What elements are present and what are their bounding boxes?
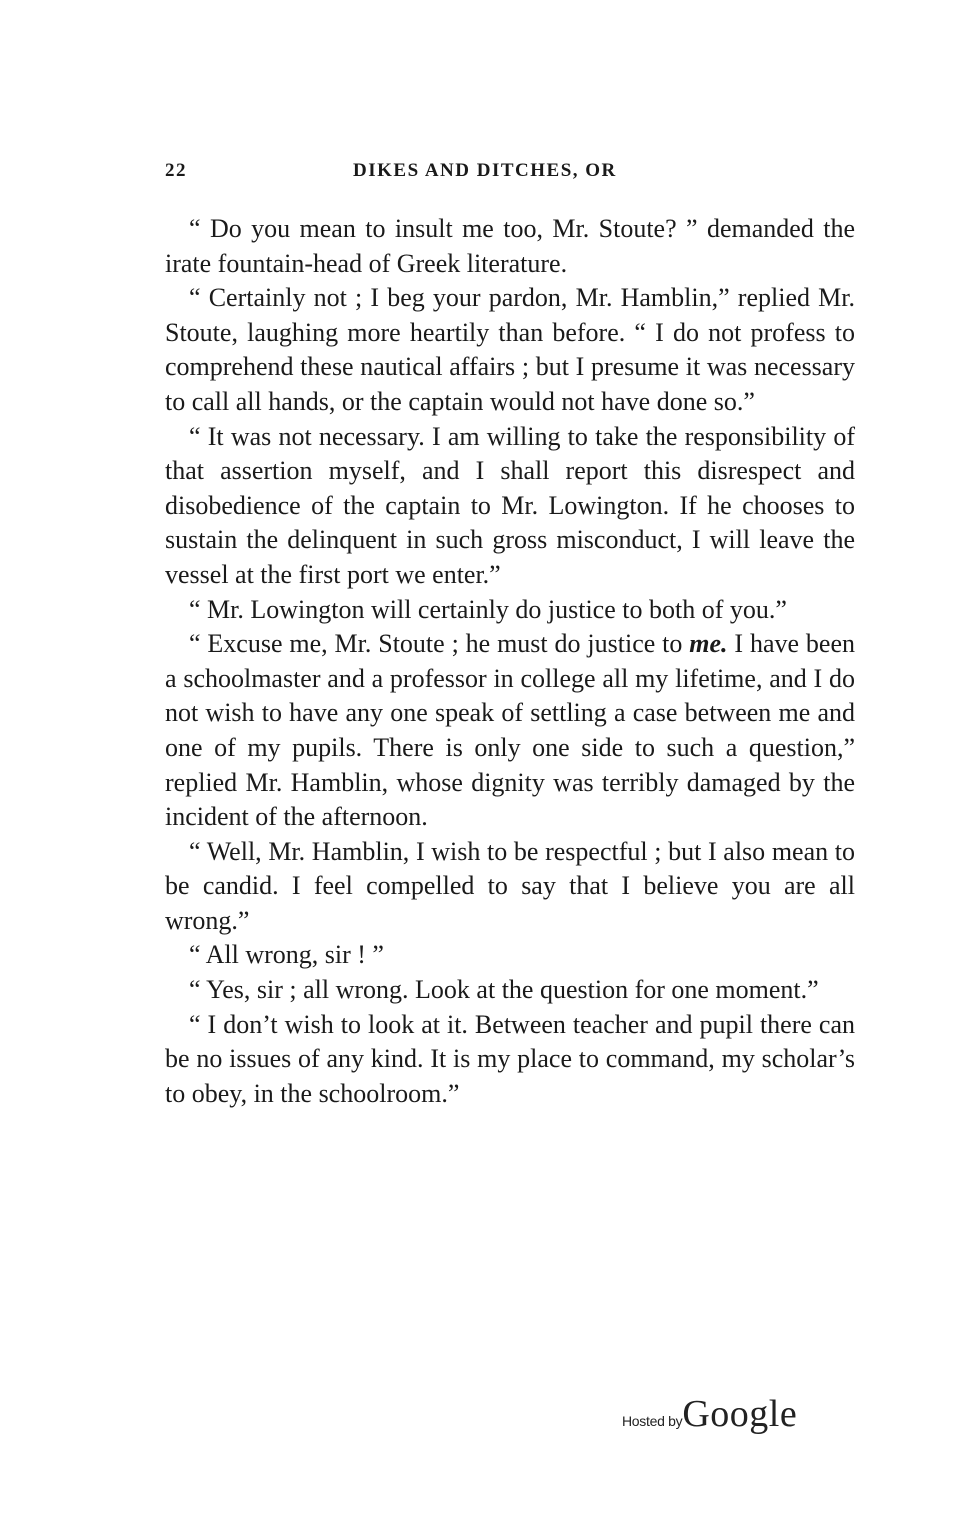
paragraph: “ Mr. Lowington will certainly do justice to both of you.” (189, 594, 787, 624)
paragraph: “ I don’t wish to look at it. Between teacher and pupil there can be no issues of any kind. It is my place to command, my scholar’s to obey, in the schoolroom.” (165, 1009, 855, 1108)
paragraph (165, 627, 855, 835)
hosted-by-google-watermark (622, 1392, 842, 1448)
paragraph-text: “ Excuse me, Mr. Stoute ; he must do justice to (189, 629, 690, 659)
paragraph: “ All wrong, sir ! ” (189, 940, 384, 970)
paragraph: “ Do you mean to insult me too, Mr. Stoute? ” demanded the irate fountain-head of Greek literature. (165, 214, 855, 278)
google-wordmark: Google (682, 1393, 798, 1435)
running-title: DIKES AND DITCHES, OR (353, 160, 617, 181)
hosted-by-label: Hosted by (622, 1413, 683, 1429)
page-number: 22 (165, 160, 187, 181)
paragraph-text: I have been a schoolmaster and a professor in college all my lifetime, and I do not wish to have any one speak of settling a case between me and one of my pupils. There is only one side to such a question,” replied Mr. Hamblin, whose dignity was terribly damaged by the incident of the afternoon. (165, 629, 855, 832)
paragraph: “ It was not necessary. I am willing to take the responsibility of that assertion myself, and I shall report this disrespect and disobedience of the captain to Mr. Lowington. If he chooses to sustain the delinquent in such gross misconduct, I will leave the vessel at the first port we enter.” (165, 421, 855, 589)
emphasized-word: me. (689, 629, 728, 659)
paragraph: “ Certainly not ; I beg your pardon, Mr. Hamblin,” replied Mr. Stoute, laughing more heartily than before. “ I do not profess to comprehend these nautical affairs ; but I presume it was necessary to call all hands, or the captain would not have done so.” (165, 283, 855, 416)
body-text (165, 212, 855, 1111)
paragraph: “ Well, Mr. Hamblin, I wish to be respectful ; but I also mean to be candid. I feel compelled to say that I believe you are all wrong.” (165, 836, 855, 935)
running-head (165, 154, 855, 188)
paragraph: “ Yes, sir ; all wrong. Look at the question for one moment.” (189, 975, 819, 1005)
